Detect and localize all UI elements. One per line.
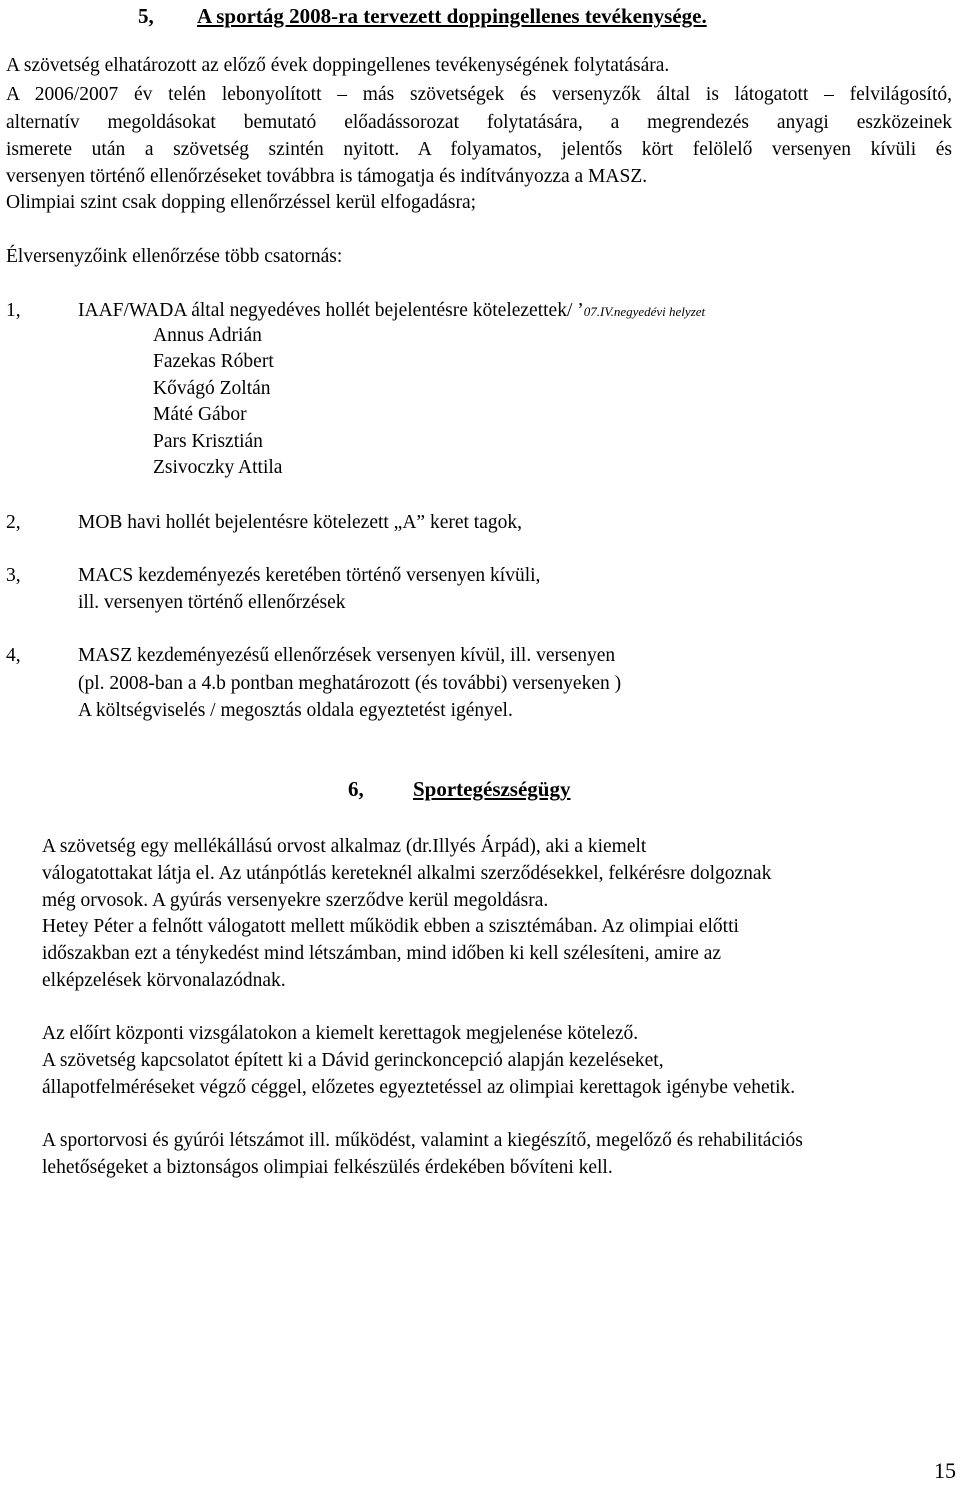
section6-line: A szövetség egy mellékállású orvost alkalmaz (dr.Illyés Árpád), aki a kiemelt xyxy=(42,836,647,857)
athlete-name: Kővágó Zoltán xyxy=(153,378,271,399)
section5-paragraph-line: alternatív megoldásokat bemutató előadássorozat folytatására, a megrendezés anyagi eszközeinek xyxy=(6,112,952,133)
item3-text: MACS kezdeményezés keretében történő versenyen kívüli, xyxy=(78,565,541,586)
section5-paragraph-line: A szövetség elhatározott az előző évek doppingellenes tevékenységének folytatására. xyxy=(6,55,670,76)
section5-title: A sportág 2008-ra tervezett doppingellenes tevékenysége. xyxy=(197,4,707,28)
athlete-name: Fazekas Róbert xyxy=(153,351,274,372)
item1-main-text: IAAF/WADA által negyedéves hollét bejelentésre kötelezettek/ ’ xyxy=(78,300,584,321)
athlete-name: Zsivoczky Attila xyxy=(153,457,283,478)
section6-line: lehetőségeket a biztonságos olimpiai felkészülés érdekében bővíteni kell. xyxy=(42,1157,613,1178)
section6-line: Hetey Péter a felnőtt válogatott mellett működik ebben a szisztémában. Az olimpiai előtti xyxy=(42,916,739,937)
section6-line: válogatottakat látja el. Az utánpótlás kereteknél alkalmi szerződésekkel, felkérésre dolgoznak xyxy=(42,863,772,884)
section5-paragraph-line: versenyen történő ellenőrzéseket továbbra is támogatja és indítványozza a MASZ. xyxy=(6,166,648,187)
section5-number: 5, xyxy=(138,4,154,28)
section6-line: elképzelések körvonalazódnak. xyxy=(42,970,286,991)
item1-text xyxy=(78,298,705,325)
section6-title: Sportegészségügy xyxy=(413,777,571,801)
section6-number: 6, xyxy=(348,777,364,801)
section6-line: időszakban ezt a ténykedést mind létszámban, mind időben ki kell szélesíteni, amire az xyxy=(42,943,722,964)
section5-paragraph-line: ismerete után a szövetség szintén nyitott. A folyamatos, jelentős kört felölelő versenyen kívüli és xyxy=(6,139,952,160)
item4-text: MASZ kezdeményezésű ellenőrzések versenyen kívül, ill. versenyen xyxy=(78,645,616,666)
item-number: 2, xyxy=(6,512,21,533)
item-number: 3, xyxy=(6,565,21,586)
section5-paragraph-line: Olimpiai szint csak dopping ellenőrzéssel kerül elfogadásra; xyxy=(6,192,477,213)
item-number: 1, xyxy=(6,300,21,321)
section5-heading xyxy=(138,3,707,29)
section5-paragraph-line: A 2006/2007 év telén lebonyolított – más szövetségek és versenyzők által is látogatott – felvilágosító, xyxy=(6,84,952,105)
section6-line: állapotfelméréseket végző céggel, előzetes egyeztetéssel az olimpiai kerettagok igénybe vehetik. xyxy=(42,1077,796,1098)
page-number: 15 xyxy=(934,1458,956,1483)
section6-line: még orvosok. A gyúrás versenyekre szerződve kerül megoldásra. xyxy=(42,890,549,911)
item-number: 4, xyxy=(6,645,21,666)
section6-heading xyxy=(348,776,570,802)
section6-line: A sportorvosi és gyúrói létszámot ill. működést, valamint a kiegészítő, megelőző és rehabilitációs xyxy=(42,1130,803,1151)
item1-note: 07.IV.negyedévi helyzet xyxy=(583,304,706,319)
section6-line: A szövetség kapcsolatot épített ki a Dávid gerinckoncepció alapján kezeléseket, xyxy=(42,1050,664,1071)
item2-text: MOB havi hollét bejelentésre kötelezett „A” keret tagok, xyxy=(78,512,522,533)
athlete-name: Máté Gábor xyxy=(153,404,247,425)
section6-line: Az előírt központi vizsgálatokon a kiemelt kerettagok megjelenése kötelező. xyxy=(42,1023,639,1044)
item4-text: A költségviselés / megosztás oldala egyeztetést igényel. xyxy=(78,700,513,721)
item4-text: (pl. 2008-ban a 4.b pontban meghatározott (és további) versenyeken ) xyxy=(78,673,622,694)
athlete-name: Annus Adrián xyxy=(153,325,262,346)
item3-text: ill. versenyen történő ellenőrzések xyxy=(78,592,346,613)
channels-intro: Élversenyzőink ellenőrzése több csatornás: xyxy=(6,246,343,267)
athlete-name: Pars Krisztián xyxy=(153,431,263,452)
